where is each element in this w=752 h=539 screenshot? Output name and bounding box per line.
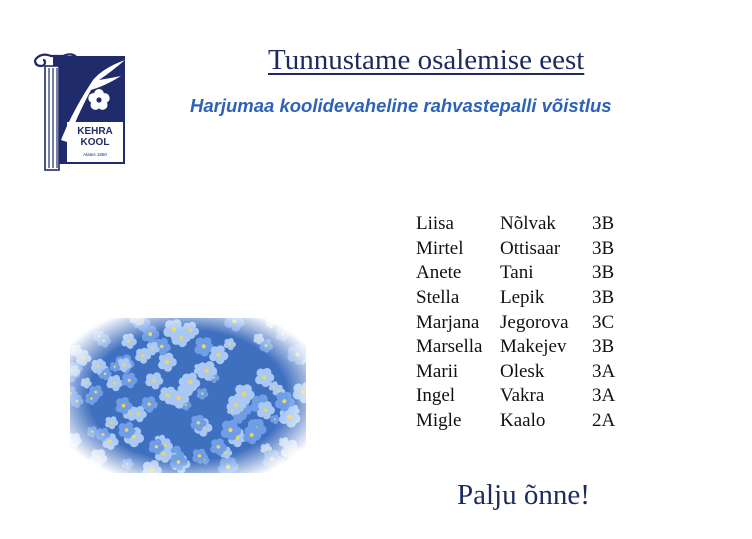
participant-last-name: Tani [500, 262, 534, 284]
competition-subtitle: Harjumaa koolidevaheline rahvastepalli võistlus [190, 95, 612, 116]
participant-last-name: Lepik [500, 287, 545, 309]
participant-first-name: Anete [416, 262, 462, 284]
participant-class: 3A [592, 360, 616, 382]
participant-first-name: Stella [416, 287, 460, 309]
participant-last-name: Ottisaar [500, 237, 561, 259]
participant-first-name: Ingel [416, 385, 456, 407]
participant-last-name: Olesk [500, 360, 545, 382]
participant-row [412, 310, 632, 335]
participant-class: 3A [592, 385, 616, 407]
participant-first-name: Mirtel [416, 237, 464, 259]
congratulations-text: Palju õnne! [457, 479, 590, 511]
participant-row [412, 384, 632, 409]
participant-first-name: Marjana [416, 311, 480, 333]
participant-last-name: Kaalo [500, 410, 546, 432]
participant-row [412, 237, 632, 262]
participant-row [412, 261, 632, 286]
participant-last-name: Vakra [500, 385, 545, 407]
forget-me-not-image [70, 318, 306, 473]
participant-class: 3B [592, 262, 615, 284]
participant-class: 3B [592, 213, 615, 235]
participant-class: 2A [592, 410, 616, 432]
participant-class: 3B [592, 237, 615, 259]
participant-row [412, 335, 632, 360]
participant-first-name: Liisa [416, 213, 454, 235]
participant-last-name: Makejev [500, 336, 567, 358]
logo-text-kehra: KEHRA [77, 126, 113, 137]
school-logo [33, 50, 133, 174]
participant-row [412, 286, 632, 311]
certificate-title: Tunnustame osalemise eest [268, 44, 585, 76]
participant-first-name: Migle [416, 410, 462, 432]
participant-row [412, 409, 632, 434]
logo-text-kool: KOOL [80, 137, 110, 148]
participant-class: 3C [592, 311, 615, 333]
logo-text-since: Alates 1850 [83, 152, 107, 157]
participant-row [412, 360, 632, 385]
participant-class: 3B [592, 287, 615, 309]
participant-last-name: Jegorova [500, 311, 569, 333]
participant-first-name: Marsella [416, 336, 483, 358]
participant-first-name: Marii [416, 360, 459, 382]
participant-row [412, 212, 632, 237]
participants-table [412, 212, 632, 433]
participant-class: 3B [592, 336, 615, 358]
participant-last-name: Nõlvak [500, 213, 556, 235]
